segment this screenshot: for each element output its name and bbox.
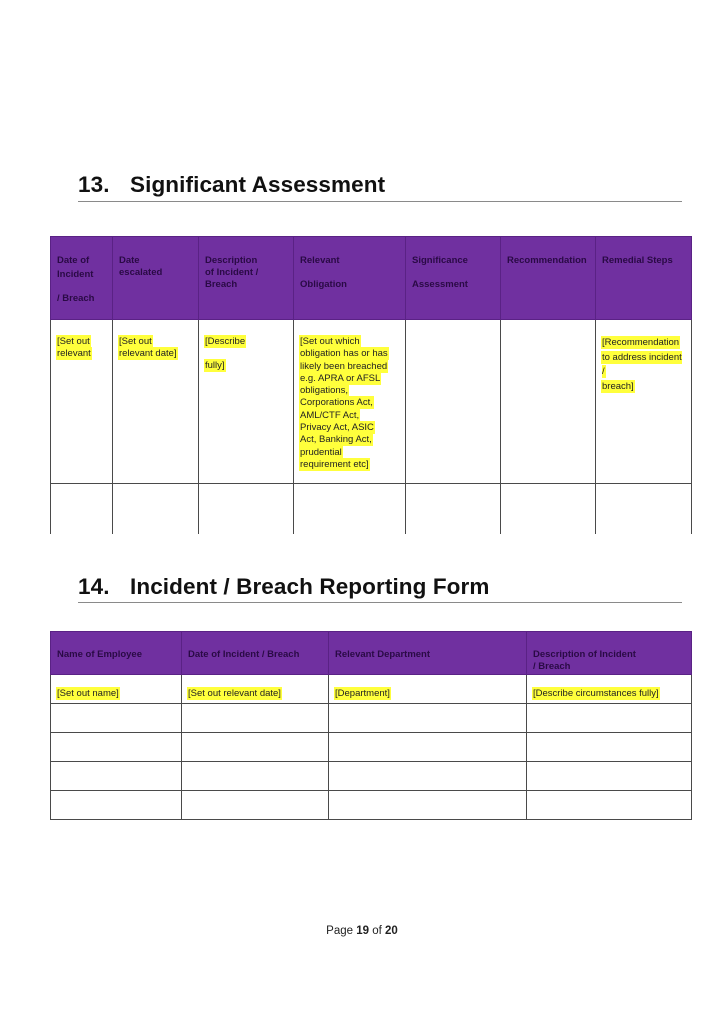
empty-cell[interactable] xyxy=(294,484,406,535)
empty-cell[interactable] xyxy=(113,484,199,535)
section-13-number: 13. xyxy=(78,172,110,197)
empty-cell[interactable] xyxy=(329,791,527,820)
table-header-row xyxy=(51,632,692,675)
header-description: Description of Incident / Breach xyxy=(199,237,294,320)
header-recommendation: Recommendation xyxy=(501,237,596,320)
empty-cell[interactable] xyxy=(329,704,527,733)
empty-cell[interactable] xyxy=(182,762,329,791)
section-14-rule xyxy=(78,602,682,603)
incident-reporting-table xyxy=(50,631,692,820)
cell-department[interactable]: [Department] xyxy=(329,675,527,704)
cell-date-escalated[interactable]: [Set out relevant date] xyxy=(113,320,199,484)
section-14-heading xyxy=(78,574,490,600)
table-row xyxy=(51,704,692,733)
empty-cell[interactable] xyxy=(527,704,692,733)
page-footer: Page 19 of 20 xyxy=(326,925,398,937)
cell-date[interactable]: [Set out relevant date] xyxy=(182,675,329,704)
empty-cell[interactable] xyxy=(182,704,329,733)
empty-cell[interactable] xyxy=(51,791,182,820)
empty-cell[interactable] xyxy=(199,484,294,535)
section-13-rule xyxy=(78,201,682,202)
table-row xyxy=(51,791,692,820)
empty-cell[interactable] xyxy=(527,791,692,820)
cell-description[interactable]: [Describe fully] xyxy=(199,320,294,484)
empty-cell[interactable] xyxy=(406,484,501,535)
empty-cell[interactable] xyxy=(329,762,527,791)
empty-cell[interactable] xyxy=(51,762,182,791)
section-13-heading xyxy=(78,172,385,198)
cell-date-of-incident[interactable]: [Set out relevant xyxy=(51,320,113,484)
empty-cell[interactable] xyxy=(51,484,113,535)
page-total: 20 xyxy=(385,925,398,937)
header-relevant-obligation: Relevant Obligation xyxy=(294,237,406,320)
empty-cell[interactable] xyxy=(501,484,596,535)
header-date-of-incident: Date of Incident / Breach xyxy=(51,237,113,320)
empty-cell[interactable] xyxy=(51,704,182,733)
empty-cell[interactable] xyxy=(182,733,329,762)
cell-description[interactable]: [Describe circumstances fully] xyxy=(527,675,692,704)
section-14-number: 14. xyxy=(78,574,110,599)
header-relevant-department: Relevant Department xyxy=(329,632,527,675)
cell-employee-name[interactable]: [Set out name] xyxy=(51,675,182,704)
cell-significance-assessment[interactable] xyxy=(406,320,501,484)
empty-cell[interactable] xyxy=(182,791,329,820)
header-name-of-employee: Name of Employee xyxy=(51,632,182,675)
cell-relevant-obligation[interactable]: [Set out which obligation has or has likely been breached e.g. APRA or AFSL obligations, Corporations Act, AML/CTF Act, Privacy Act, ASIC Act, Banking Act, prudential requirement etc] xyxy=(294,320,406,484)
header-description: Description of Incident / Breach xyxy=(527,632,692,675)
empty-cell[interactable] xyxy=(596,484,692,535)
empty-cell[interactable] xyxy=(329,733,527,762)
table-row xyxy=(51,675,692,704)
section-13-title: Significant Assessment xyxy=(130,172,386,197)
header-significance-assessment: Significance Assessment xyxy=(406,237,501,320)
section-14-title: Incident / Breach Reporting Form xyxy=(130,574,490,599)
header-date-of-incident: Date of Incident / Breach xyxy=(182,632,329,675)
empty-cell[interactable] xyxy=(51,733,182,762)
header-remedial-steps: Remedial Steps xyxy=(596,237,692,320)
significant-assessment-table xyxy=(50,236,692,534)
empty-cell[interactable] xyxy=(527,733,692,762)
table-header-row xyxy=(51,237,692,320)
table-row xyxy=(51,320,692,484)
table-row xyxy=(51,733,692,762)
page-current: 19 xyxy=(356,925,370,937)
header-date-escalated: Date escalated xyxy=(113,237,199,320)
table-row xyxy=(51,484,692,535)
empty-cell[interactable] xyxy=(527,762,692,791)
cell-recommendation[interactable] xyxy=(501,320,596,484)
cell-remedial-steps[interactable]: [Recommendation to address incident / breach] xyxy=(596,320,692,484)
table-row xyxy=(51,762,692,791)
